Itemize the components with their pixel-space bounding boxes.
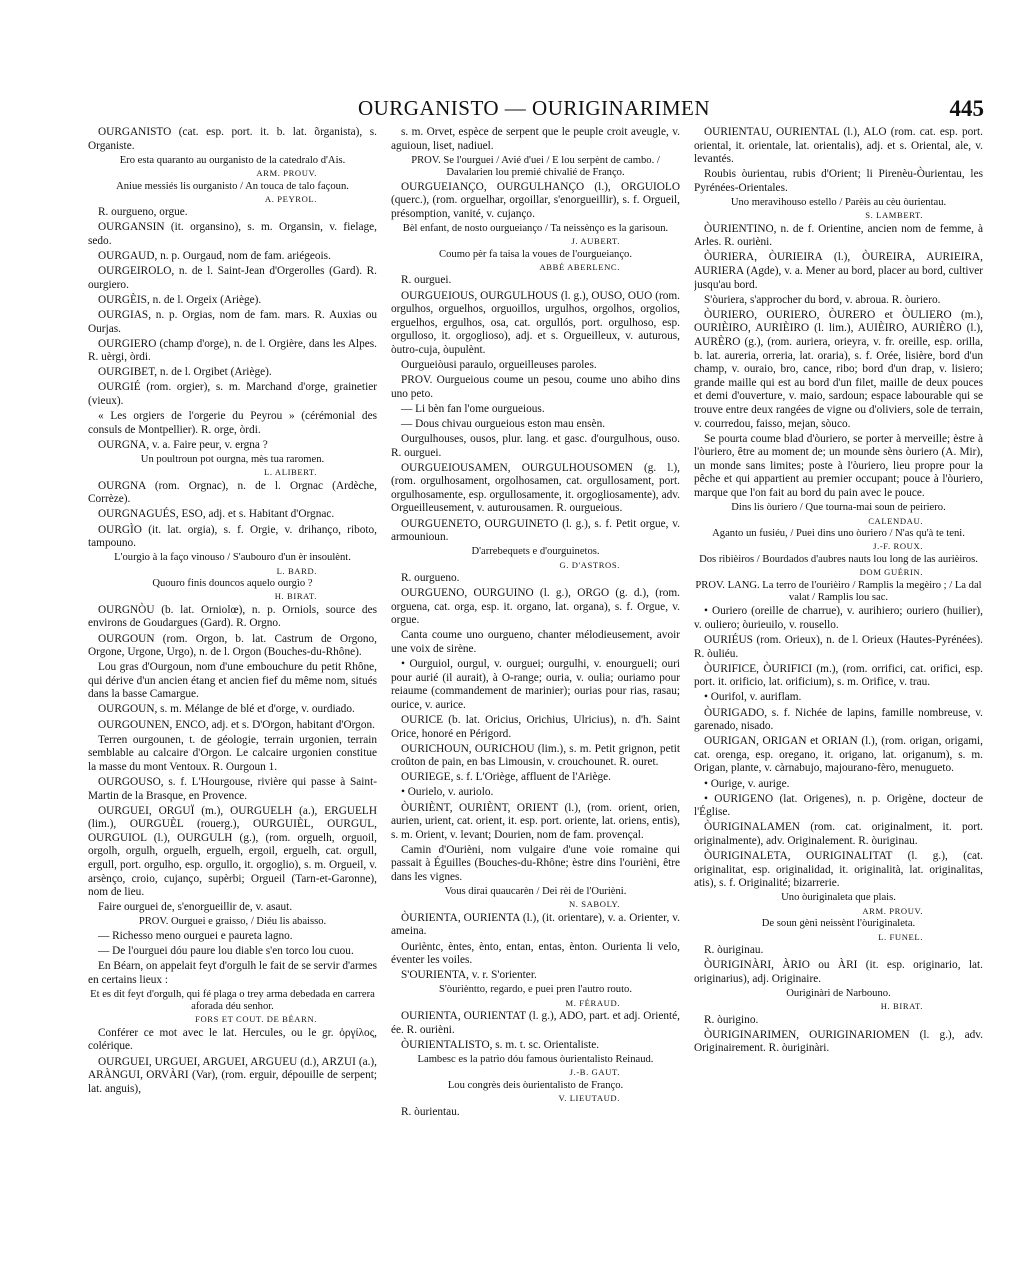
citation [694, 918, 983, 943]
dictionary-entry: R. òuriginau. [704, 943, 764, 956]
column-middle [391, 126, 680, 1250]
citation [88, 454, 377, 479]
citation [391, 223, 680, 248]
dictionary-entry: ÒURIGINALETA, OURIGINALITAT (l. g.), (cat. originalitat, esp. originalidad, it. originalità, lat. originalitas, atis), s. f. Originalité; bizarrerie. [694, 850, 983, 890]
dictionary-entry: OURGUENETO, OURGUINETO (l. g.), s. f. Petit orgue, v. armounioun. [391, 517, 680, 544]
dictionary-entry: S'òuriera, s'approcher du bord, v. abroua. R. òuriero. [704, 293, 941, 306]
citation-source: CALENDAU. [868, 515, 923, 526]
dictionary-entry: Roubis òurientau, rubis d'Orient; li Pirenèu-Òurientau, les Pyrénées-Orientales. [694, 168, 983, 194]
citation-text: PROV. Se l'ourguei / Avié d'uei / E lou serpènt de cambo. / Davalarien lou premié chivalié de Franço. [411, 154, 660, 179]
citation-text: Quouro finis douncos aquelo ourgìo ? [152, 578, 313, 589]
dictionary-entry: OURIÉUS (rom. Orieux), n. de l. Orieux (Hautes-Pyrénées). R. òuliéu. [694, 634, 983, 660]
dictionary-entry: — Richesso meno ourguei e paureta lagno. [98, 929, 293, 942]
dictionary-entry: Conférer ce mot avec le lat. Hercules, ou le gr. ὀργίλος, colérique. [88, 1026, 377, 1053]
dictionary-entry: En Béarn, on appelait feyt d'orgulh le fait de se servir d'armes en certains lieux : [88, 959, 377, 986]
citation [694, 502, 983, 527]
citation-text: Ouriginàri de Narbouno. [786, 987, 891, 999]
citation-text: Coumo pèr fa taisa la voues de l'ourgueianço. [439, 248, 632, 260]
citation-text: Uno òuriginaleta que plais. [781, 892, 896, 904]
dictionary-entry: OURGOUSO, s. f. L'Hourgouse, rivière qui passe à Saint-Martin de la Brasque, en Provence. [88, 775, 377, 802]
dictionary-entry: Lou gras d'Ourgoun, nom d'une embouchure du petit Rhône, qui dérive d'un ancien étang et ancien fief du même nom, situés dans la basse Camargue. [88, 661, 377, 701]
dictionary-entry: OURGNA, v. a. Faire peur, v. ergna ? [98, 438, 268, 451]
citation [391, 546, 680, 571]
citation-source: L. ALIBERT. [264, 467, 317, 478]
dictionary-entry: Terren ourgounen, t. de géologie, terrain urgonien, terrain semblable au calcaire d'Orgon. Le calcaire urgonien constitue la masse du mont Ventoux. R. Ourgoun 1. [88, 733, 377, 773]
dictionary-entry: OURGUEI, URGUEI, ARGUEI, ARGUEU (d.), ARZUI (a.), ARÀNGUI, ORVÀRI (Var), (rom. erguir, dépouille de serpent; lat. anguis), [88, 1055, 377, 1095]
citation [88, 181, 377, 206]
citation-source: J.-F. ROUX. [873, 541, 923, 552]
citation-text: Dins lis òuriero / Que tourna-mai soun de peiriero. [731, 502, 946, 514]
dictionary-columns [88, 126, 984, 1250]
citation [694, 580, 983, 605]
dictionary-entry: Ourgulhouses, ousos, plur. lang. et gasc. d'ourgulhous, ouso. R. ourguei. [391, 432, 680, 459]
dictionary-entry: • Ourige, v. aurige. [704, 777, 790, 790]
citation-text: Aganto un fusiéu, / Puei dins uno òuriero / N'as qu'à te teni. [712, 527, 965, 539]
citation-source: DOM GUÉRIN. [859, 567, 923, 578]
dictionary-entry: ÒURIGINARIMEN, OURIGINARIOMEN (l. g.), adv. Originairement. R. òuriginàri. [694, 1028, 983, 1055]
dictionary-entry: R. òurigino. [704, 1013, 759, 1026]
citation-source: S. LAMBERT. [865, 210, 923, 221]
dictionary-entry: • Ourifol, v. auriflam. [704, 691, 802, 704]
dictionary-entry: OURGUEI, ORGUÏ (m.), OURGUELH (a.), ERGUELH (lim.), OURGUÈL (rouerg.), OURGUIÈL, OURGUL, OURGUIOL (l.), OURGULH (g.), (rom. orguelh, orguoil, orgolh, orgulh, orguelh, erguelh, ergoil, erguelh, cat. orgull, ergull, port. orgulho, esp. orgullo, it. orgoglio), s. m. Orgueil, v. arsènço, croio, cujanço, supèrbi; Orgueil (Tarn-et-Garonne), nom de lieu. [88, 804, 377, 899]
citation-text: Vous dirai quaucarèn / Dei rèi de l'Ourièni. [444, 886, 627, 898]
citation-source: J.-B. GAUT. [569, 1067, 620, 1078]
dictionary-entry: R. ourgueno. [401, 572, 460, 584]
citation-text: Aniue messiés lis ourganisto / An touca de talo façoun. [116, 180, 349, 192]
citation-source: ARM. PROUV. [256, 168, 317, 179]
citation-text: Un poultroun pot ourgna, mès tua raromen. [140, 453, 325, 465]
dictionary-entry: OURGNÒU (b. lat. Orniolœ), n. p. Orniols, source des environs de Goudargues (Gard). R. Orgno. [88, 603, 377, 630]
dictionary-entry: ÒURIGINALAMEN (rom. cat. originalment, it. port. originalmente), adv. Originalement. R. òuriginau. [694, 821, 983, 847]
dictionary-entry: • Ouriero (oreille de charrue), v. aurihiero; ouriero (huilier), v. ouliero; òurieuilo, v. rousello. [694, 605, 983, 631]
dictionary-entry: Ourièntc, èntes, ènto, entan, entas, ènton. Ourienta li velo, éventer les voiles. [391, 940, 680, 967]
dictionary-entry: R. ourguei. [401, 274, 452, 287]
dictionary-entry: ÒURIENTA, OURIENTA (l.), (it. orientare), v. a. Orienter, v. ameina. [391, 911, 680, 938]
dictionary-entry: R. ourgueno, orgue. [98, 206, 188, 219]
dictionary-entry: OURGIERO (champ d'orge), n. de l. Orgière, dans les Alpes. R. uèrgi, òrdi. [88, 337, 377, 364]
citation-text: PROV. Ourguei e graisso, / Diéu lis abaisso. [138, 916, 327, 928]
dictionary-entry: ÒURIENTINO, n. de f. Orientine, ancien nom de femme, à Arles. R. ourièni. [694, 222, 983, 249]
citation-source: A. PEYROL. [264, 193, 317, 204]
citation [694, 197, 983, 222]
citation-source: L. FUNEL. [878, 931, 923, 942]
dictionary-entry: « Les orgiers de l'orgerie du Peyrou » (cérémonial des consuls de Montpellier). R. orge, òrdi. [88, 410, 377, 436]
citation [391, 1054, 680, 1079]
citation-text: S'òurièntto, regardo, e puei pren l'autro routo. [439, 984, 632, 996]
citation-source: V. LIEUTAUD. [558, 1093, 620, 1104]
dictionary-entry: OURGANISTO (cat. esp. port. it. b. lat. õrganista), s. Organiste. [88, 126, 377, 152]
citation [694, 554, 983, 579]
citation [391, 155, 680, 180]
running-head-title: OURGANISTO — OURIGINARIMEN [357, 96, 711, 120]
dictionary-entry: • OURIGENO (lat. Origenes), n. p. Origène, docteur de l'Église. [694, 792, 983, 819]
dictionary-entry: OURGUEIOUSAMEN, OURGULHOUSOMEN (g. l.), (rom. orgulhosament, orgolhosamen, cat. orgullosament, port. orgulhosamente, esp. orgullosamente, it. orgogliosamente), adv. Orgueilleusement, v. auturousamen. R. ourgueious. [391, 461, 680, 515]
citation [88, 552, 377, 577]
dictionary-entry: OURGIBET, n. de l. Orgibet (Ariège). [98, 366, 272, 379]
citation-source: ARM. PROUV. [862, 905, 923, 916]
dictionary-entry: OURGOUN, s. m. Mélange de blé et d'orge, v. ourdiado. [98, 703, 355, 716]
dictionary-entry: OURGÌO (it. lat. orgia), s. f. Orgie, v. drihanço, riboto, tampouno. [88, 523, 377, 550]
dictionary-entry: Ourgueiòusi paraulo, orgueilleuses paroles. [401, 358, 597, 371]
citation-source: G. D'ASTROS. [559, 559, 620, 570]
column-left [88, 126, 377, 1250]
citation [391, 249, 680, 274]
dictionary-entry: OURIEGE, s. f. L'Oriège, affluent de l'Ariège. [401, 771, 611, 784]
citation-source: FORS ET COUT. DE BÉARN. [195, 1014, 317, 1025]
citation-text: Ero esta quaranto au ourganisto de la catedralo d'Ais. [119, 154, 346, 166]
dictionary-entry: ÒURIENTALISTO, s. m. t. sc. Orientaliste. [401, 1038, 600, 1051]
dictionary-entry: R. òurientau. [401, 1105, 460, 1118]
dictionary-entry: — Dous chivau ourgueious eston mau ensèn. [401, 417, 606, 430]
citation-source: N. SABOLY. [568, 899, 620, 910]
dictionary-entry: PROV. Ourgueious coume un pesou, coume uno abiho dins uno peto. [391, 374, 680, 400]
citation-source: H. BIRAT. [880, 1001, 923, 1012]
page-number: 445 [949, 96, 984, 121]
dictionary-entry: OURGANSIN (it. organsino), s. m. Organsin, v. fielage, sedo. [88, 221, 377, 247]
citation [391, 984, 680, 1009]
citation-source: J. AUBERT. [571, 236, 620, 247]
citation-text: Bèl enfant, de nosto ourgueianço / Ta neissènço es la garisoun. [402, 222, 669, 234]
dictionary-entry: • Ourguiol, ourgul, v. ourguei; ourgulhi, v. enourgueli; ouri pour aurié (il aurait), à O-range; ouria, v. oulia; ouriamo pour reiaume (commandement de marinier); ourias pour rias, rasau; ourice, v. aurice. [391, 658, 680, 711]
citation-text: L'ourgìo à la faço vinouso / S'aubouro d'un èr insoulènt. [114, 552, 351, 564]
dictionary-entry: S'OURIENTA, v. r. S'orienter. [401, 969, 537, 982]
dictionary-entry: — Li bèn fan l'ome ourgueious. [401, 402, 545, 415]
citation-text: PROV. LANG. La terro de l'ourièiro / Ramplis la megèiro ; / La dal valat / Ramplis lou sac. [695, 579, 982, 603]
dictionary-entry: OURGEIROLO, n. de l. Saint-Jean d'Orgerolles (Gard). R. ourgiero. [88, 265, 377, 291]
dictionary-entry: — De l'ourguei dóu paure lou diable s'en torco lou cuou. [98, 944, 354, 957]
citation-text: Uno meravihouso estello / Parèis au cèu òurientau. [730, 196, 947, 208]
dictionary-entry: Camin d'Ourièni, nom vulgaire d'une voie romaine qui passait à Éguilles (Bouches-du-Rhône; èstre dins l'ourièni, être dans les vignes. [391, 843, 680, 883]
citation [694, 988, 983, 1013]
dictionary-entry: ÒURIGADO, s. f. Nichée de lapins, famille nombreuse, v. garenado, nisado. [694, 706, 983, 733]
dictionary-entry: ÒURIGINÀRI, ÀRIO ou ÀRI (it. esp. originario, lat. originarius), adj. Originaire. [694, 959, 983, 985]
citation-source: M. FÉRAUD. [565, 997, 620, 1008]
dictionary-entry: • Ourielo, v. auriolo. [401, 786, 494, 799]
running-header [84, 96, 984, 122]
dictionary-entry: s. m. Orvet, espèce de serpent que le peuple croit aveugle, v. aguioun, liset, nadiuel. [391, 126, 680, 152]
dictionary-entry: ÒURIÈNT, OURIÈNT, ORIENT (l.), (rom. orient, orien, aurien, urient, cat. orient, it. esp. port. oriente, lat. oriens, entis), s. m. Orient, v. levant; Dourien, nom de fam. provençal. [391, 801, 680, 841]
dictionary-entry: ÒURIFICE, ÒURIFICI (m.), (rom. orrifici, cat. orifici, esp. port. it. orificio, lat. orificium), s. m. Orifice, v. trau. [694, 662, 983, 689]
column-right [694, 126, 983, 1250]
citation [88, 155, 377, 180]
dictionary-entry: OURGAUD, n. p. Ourgaud, nom de fam. ariégeois. [98, 250, 331, 263]
dictionary-entry: OURICE (b. lat. Oricius, Orichius, Ulricius), n. d'h. Saint Orice, honoré en Périgord. [391, 713, 680, 740]
dictionary-entry: ÒURIENTAU, OURIENTAL (l.), ALO (rom. cat. esp. port. oriental, it. orientale, lat. orientalis), adj. et s. Oriental, ale, v. levantés. [694, 126, 983, 166]
dictionary-entry: OURGIAS, n. p. Orgias, nom de fam. mars. R. Auxias ou Ourjas. [88, 308, 377, 335]
dictionary-entry: OURGOUNEN, ENCO, adj. et s. D'Orgon, habitant d'Orgon. [98, 718, 375, 731]
dictionary-entry: OURIGAN, ORIGAN et ORIAN (l.), (rom. origan, origami, cat. orenga, esp. oregano, it. origano, lat. origanum), s. m. Origan, plante, v. càrnabujo, majourano-fèro, menugueto. [694, 735, 983, 775]
dictionary-entry: ÒURIERA, ÒURIEIRA (l.), ÒUREIRA, AURIEIRA, AURIERA (Agde), v. a. Mener au bord, placer au bord, cultiver jusqu'au bord. [694, 251, 983, 291]
citation [88, 916, 377, 928]
dictionary-entry: OURGUEIANÇO, OURGULHANÇO (l.), ORGUIOLO (querc.), (rom. orguelhar, orgoillar, s'enorgueillir), s. f. Orgueil, présomption, vanité, v. cujanço. [391, 180, 680, 220]
dictionary-entry: Se pourta coume blad d'òuriero, se porter à merveille; èstre à l'òuriero, être au moment de; un mounde sèns òuriero (A. Mir), un monde sans limites; poste à l'òuriero, lieu propre pour la pêche et qui appartient au premier occupant; pouce à l'òuriero, marque que l'on fait au bord du pain avec le pouce. [694, 432, 983, 500]
citation [391, 1080, 680, 1105]
citation [88, 578, 377, 603]
dictionary-entry: OURICHOUN, OURICHOU (lim.), s. m. Petit grignon, petit croûton de pain, en bas Limousin, v. crouchounet. R. ouret. [391, 742, 680, 769]
dictionary-entry: OURGUEIOUS, OURGULHOUS (l. g.), OUSO, OUO (rom. orgulhos, orguelhos, orguoillos, urgulhos, orgolhos, orgolios, erguelhos, ergulhos, osa, cat. orgullós, port. orgulhoso, esp. orgulloso, it. orgoglioso), adj. et s. Orgueilleux, v. auturous, òutro-cuja, òupulènt. [391, 289, 680, 356]
citation [694, 528, 983, 553]
dictionary-entry: OURGÈIS, n. de l. Orgeix (Ariège). [98, 293, 262, 306]
dictionary-entry: OURIENTA, OURIENTAT (l. g.), ADO, part. et adj. Orienté, ée. R. ourièni. [391, 1010, 680, 1036]
dictionary-entry: OURGUENO, OURGUINO (l. g.), ORGO (g. d.), (rom. orguena, cat. orga, esp. it. organo, lat. organa), s. f. Orgue, v. orgue. [391, 587, 680, 627]
citation [391, 886, 680, 911]
citation-source: L. BARD. [276, 565, 317, 576]
dictionary-entry: Canta coume uno ourgueno, chanter mélodieusement, avoir une voix de sirène. [391, 629, 680, 655]
dictionary-entry: ÒURIERO, OURIERO, ÒURERO et ÒULIERO (m.), OURIÈIRO, AURIÈIRO (l. lim.), AUIÈIRO, AURIÈRO (l.), AURÈRO (g.), (rom. auriera, orieyra, v. fr. oreille, esp. orilla, b. lat. aureria, orreria, lat. oraria), s. f. Orée, lisière, bord d'un champ, v. ouraio, bro, cance, ribo; bord d'un drap, v. lisiero; grande maille qui est au bord d'un filet, maille de deux pouces et demi d'ouverture, v. maio, sardoun; espace labourable qui se trouve entre deux rangées de vigne ou d'oliviers, sole de terrain, v. courredou, faisso, mejan, sòuco. [694, 308, 983, 430]
citation-source: H. BIRAT. [274, 591, 317, 602]
citation-text: Lambesc es la patrìo dóu famous òurientalisto Reinaud. [417, 1053, 654, 1065]
dictionary-entry: OURGNA (rom. Orgnac), n. de l. Orgnac (Ardèche, Corrèze). [88, 479, 377, 506]
citation-text: De soun gèni neissènt l'òuriginaleta. [761, 918, 916, 930]
dictionary-entry: OURGOUN (rom. Orgon, b. lat. Castrum de Orgono, Orgone, Urgone, Urgo), n. de l. Orgon (Bouches-du-Rhône). [88, 632, 377, 659]
citation-source: ABBÉ ABERLENC. [539, 262, 620, 272]
dictionary-entry: OURGIÉ (rom. orgier), s. m. Marchand d'orge, grainetier (vieux). [88, 381, 377, 408]
citation-text: Lou congrès deis òurientalisto de Franço. [447, 1079, 624, 1091]
citation-text: Dos ribièiros / Bourdados d'aubres nauts lou long de las aurièiros. [699, 553, 978, 565]
dictionary-entry: Faire ourguei de, s'enorgueillir de, v. asaut. [98, 901, 293, 914]
citation [694, 892, 983, 917]
citation-text: Et es dit feyt d'orgulh, qui fé plaga o trey arma debedada en carrera aforada déu senhor. [90, 988, 375, 1013]
citation [88, 989, 377, 1026]
dictionary-entry: OURGNAGUÉS, ESO, adj. et s. Habitant d'Orgnac. [98, 508, 335, 521]
citation-text: D'arrebequets e d'ourguinetos. [471, 546, 600, 558]
